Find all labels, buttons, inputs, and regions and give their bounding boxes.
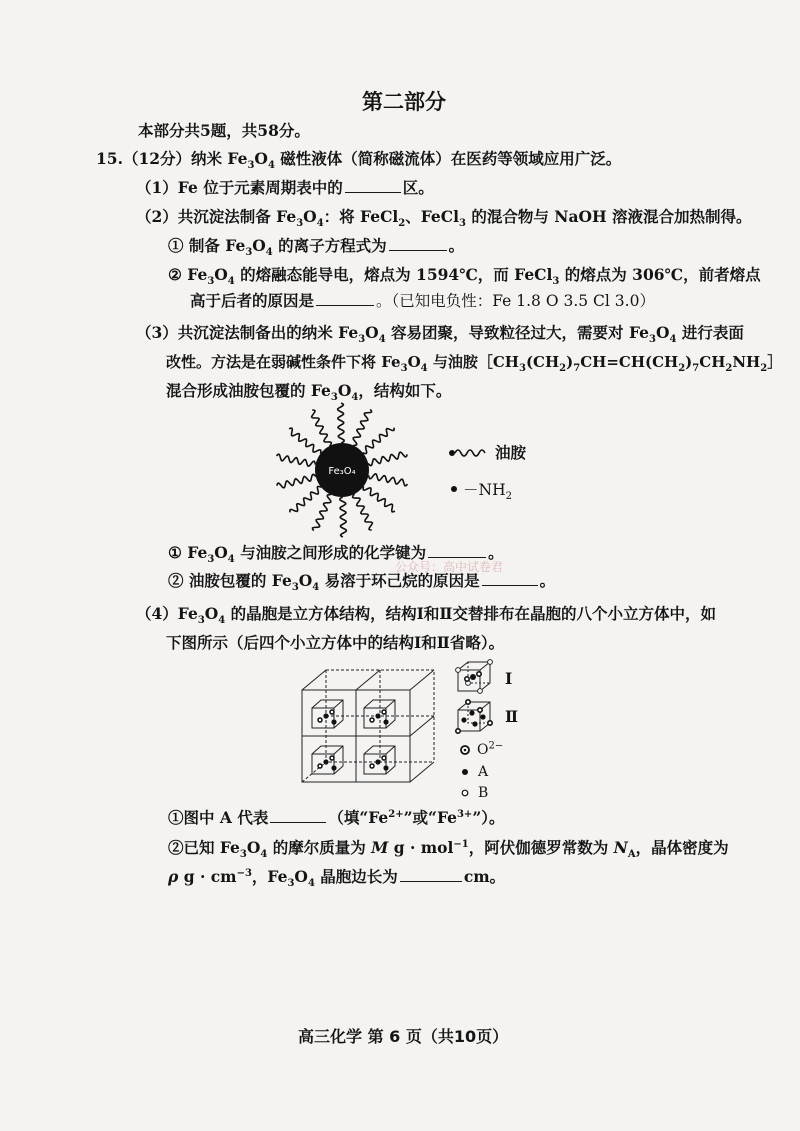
unit-cell-figure <box>298 666 438 786</box>
q15-part4-2: ②已知 $Fe_3O_4$ 的摩尔质量为 M g · mol$^{-1}$，阿伏伽德罗常数为 $N_A$，晶体密度为 <box>168 838 729 861</box>
structure-II-label: Ⅱ <box>505 707 519 726</box>
structure-II-icon <box>455 700 493 734</box>
amine-dot-icon <box>449 484 459 494</box>
part-title: 第二部分 <box>362 90 446 114</box>
q15-part2-2: ② $Fe_3O_4$ 的熔融态能导电，熔点为 1594℃，而 FeCl$_3$ 的熔点为 306℃，前者熔点 <box>168 265 761 288</box>
oleylamine-legend-label: 油胺 <box>495 443 527 462</box>
site-B-icon <box>460 788 470 798</box>
structure-I-label: Ⅰ <box>505 669 513 688</box>
part-note: 本部分共5题，共58分。 <box>138 121 310 140</box>
q15-part4: $(4)Fe_3O_4$ 的晶胞是立方体结构，结构Ⅰ和Ⅱ交替排布在晶胞的八个小立方体中，如 <box>136 604 716 627</box>
q15-part3: （3）共沉淀法制备出的纳米 $Fe_3O_4$ 容易团聚，导致粒径过大，需要对 $Fe_3O_4$ 进行表面 <box>136 323 744 346</box>
oleylamine-chain <box>277 454 316 466</box>
site-A-label: A <box>478 764 489 780</box>
oleylamine-coated-particle-figure <box>272 402 412 542</box>
q15-part3-line3: 混合形成油胺包覆的 $Fe_3O_4$，结构如下。 <box>166 381 452 404</box>
oleylamine-chain <box>338 403 345 443</box>
oleylamine-chain <box>353 494 373 530</box>
oxide-ion-icon <box>459 744 471 756</box>
oleylamine-chain <box>363 486 395 512</box>
answer-blank-2-2[interactable] <box>316 291 374 306</box>
sub-cube-structure <box>312 700 343 728</box>
answer-blank-4-1[interactable] <box>270 808 326 823</box>
answer-blank-2-1[interactable] <box>389 236 447 251</box>
q15-part1: （1）Fe 位于元素周期表中的 区。 <box>136 178 434 197</box>
oleylamine-chain <box>290 486 322 512</box>
q15-part4-3: ρ $g \cdot cm^{-3}$，$Fe_3O_4$ 晶胞边长为 cm。 <box>168 867 506 890</box>
q15-part4-1: ①图中 A 代表 （填“$Fe^{2+}$”或“$Fe^{3+}$”）。 <box>168 808 505 827</box>
answer-blank-3-1[interactable] <box>428 543 486 558</box>
oleylamine-chain <box>368 452 407 466</box>
oleylamine-chain-legend-icon <box>448 446 498 460</box>
sub-cube-structure <box>364 700 395 728</box>
structure-I-icon <box>455 660 493 694</box>
oleylamine-chain <box>369 474 408 486</box>
amine-legend-label: $-NH_2$ <box>463 481 512 503</box>
site-B-label: B <box>478 785 489 801</box>
oleylamine-chain <box>363 428 395 454</box>
oleylamine-chain <box>353 409 371 445</box>
oleylamine-chain <box>312 410 332 446</box>
watermark: 公众号：高中试卷君 <box>395 560 504 574</box>
oxide-ion-label: $O^{2-}$ <box>477 740 504 758</box>
answer-blank-4-2[interactable] <box>400 867 462 882</box>
q15-part3-1: ① $Fe_3O_4$ 与油胺之间形成的化学键为 。 <box>168 543 504 566</box>
q15-part3-line2: 改性。方法是在弱碱性条件下将 $Fe_3O_4$ 与油胺$[CH_3(CH_2)_7CH=CH(CH_2)_7CH_2NH_2]$ <box>166 353 783 374</box>
oleylamine-chain <box>340 497 347 537</box>
q15-part3-2: ② 油胺包覆的 $Fe_3O_4$ 易溶于环己烷的原因是 。 <box>168 571 556 594</box>
q15-part2-2-cont: 高于后者的原因是 。（已知电负性：Fe 1.8 O 3.5 Cl 3.0） <box>190 291 655 310</box>
fe3o4-core-label: Fe₃O₄ <box>328 466 356 477</box>
oleylamine-chain <box>289 428 321 454</box>
page-footer: 高三化学 第 6 页（共10页） <box>298 1027 509 1046</box>
answer-blank-1[interactable] <box>345 178 401 193</box>
site-A-icon <box>460 767 470 777</box>
q15-intro: 15.（12分）纳米 $Fe_3O_4$ 磁性液体（简称磁流体）在医药等领域应用广泛。 <box>96 149 622 172</box>
sub-cube-structure <box>312 746 343 774</box>
q15-part2-1: ① 制备 $Fe_3O_4$ 的离子方程式为 。 <box>168 236 465 259</box>
q15-part4-line2: 下图所示（后四个小立方体中的结构Ⅰ和Ⅱ省略）。 <box>166 633 505 652</box>
q15-part2: （2）共沉淀法制备 $Fe_3O_4$：将 FeCl$_2$、FeCl$_3$ 的混合物与 NaOH 溶液混合加热制得。 <box>136 207 752 230</box>
oleylamine-chain <box>313 495 331 531</box>
oleylamine-chain <box>277 474 316 488</box>
